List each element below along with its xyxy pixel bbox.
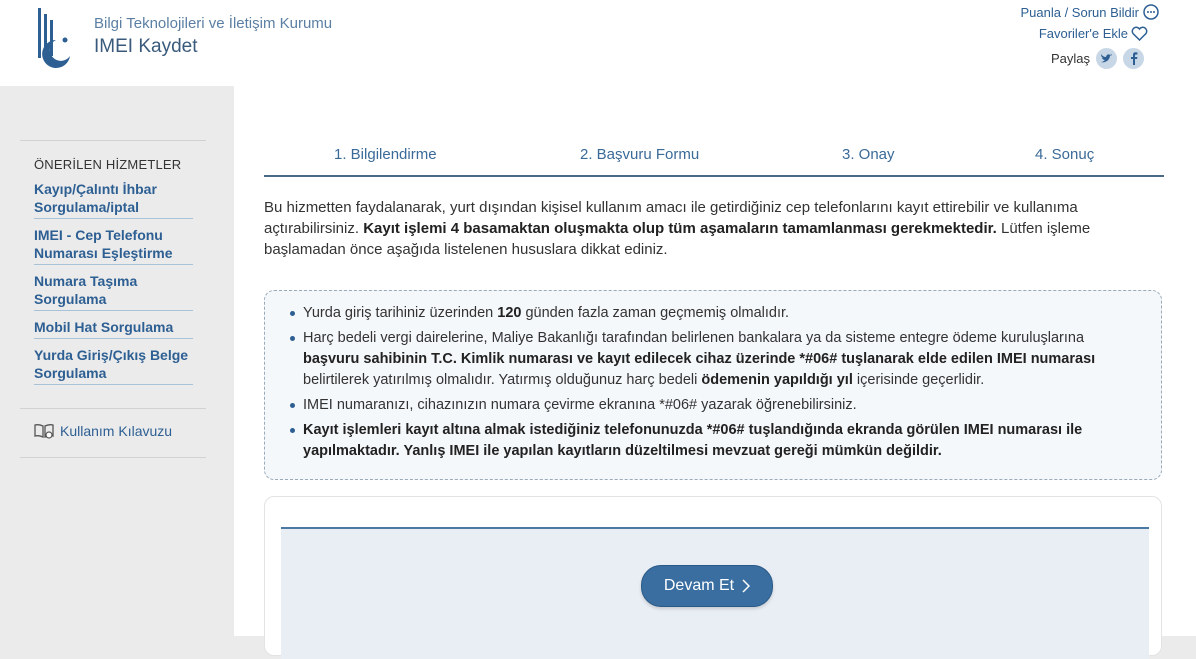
- notice-bold-text: başvuru sahibinin T.C. Kimlik numarası ve kayıt edilecek cihaz üzerinde *#06# tuşlanarak elde edilen IMEI numarası: [303, 351, 1096, 367]
- notice-box: [264, 290, 1162, 480]
- intro-text: Lütfen işleme başlamadan önce aşağıda listelenen hususlara dikkat ediniz.: [264, 220, 1091, 258]
- user-guide-link[interactable]: [34, 423, 172, 439]
- sidebar: [0, 86, 234, 636]
- main-content: [234, 86, 1196, 636]
- suggested-services-list: [34, 179, 193, 391]
- chevron-right-icon: [742, 579, 750, 593]
- list-item: [303, 303, 1121, 324]
- list-item: [303, 328, 1121, 391]
- chat-bubble-icon: [1142, 3, 1160, 21]
- intro-bold-text: Kayıt işlemi 4 basamaktan oluşmakta olup tüm aşamaların tamamlanması gerekmektedir.: [363, 220, 997, 237]
- notice-bold-text: Kayıt işlemleri kayıt altına almak istediğiniz telefonunuzda *#06# tuşlandığında ekranda görülen IMEI numarası ile yapılmaktadır. Yanlış IMEI ile yapılan kayıtların düzeltilmesi mevzuat gereği mümkün değildir.: [303, 422, 1083, 459]
- sidebar-item-lost-stolen[interactable]: Kayıp/Çalıntı İhbar Sorgulama/iptal: [34, 179, 193, 219]
- facebook-icon[interactable]: [1123, 48, 1144, 69]
- notice-list: [265, 291, 1161, 462]
- intro-text: Bu hizmetten faydalanarak, yurt dışından kişisel kullanım amacı ile getirdiğiniz cep telefonlarını kayıt ettirebilir ve kullanıma açtırabilirsiniz.: [264, 199, 1078, 237]
- rate-report-label: Puanla / Sorun Bildir: [1020, 4, 1139, 20]
- list-item: [303, 420, 1121, 462]
- rate-report-link[interactable]: [1020, 3, 1160, 21]
- intro-paragraph: [264, 197, 1144, 260]
- tab-information[interactable]: 1. Bilgilendirme: [334, 146, 437, 163]
- notice-text: Yurda giriş tarihiniz üzerinden: [303, 305, 498, 321]
- share-group: [1051, 48, 1144, 69]
- suggested-services-heading: ÖNERİLEN HİZMETLER: [34, 157, 182, 172]
- divider: [20, 457, 206, 458]
- step-tabs: [264, 144, 1164, 177]
- notice-text: Harç bedeli vergi dairelerine, Maliye Bakanlığı tarafından belirlenen bankalara ya da sisteme entegre ödeme kuruluşlarına: [303, 330, 1085, 346]
- sidebar-item-entry-exit[interactable]: Yurda Giriş/Çıkış Belge Sorgulama: [34, 345, 193, 385]
- notice-bold-text: 120: [497, 305, 522, 321]
- add-favorites-link[interactable]: [1039, 26, 1148, 41]
- divider: [20, 140, 206, 141]
- add-favorites-label: Favoriler'e Ekle: [1038, 26, 1128, 41]
- form-card: [264, 496, 1162, 656]
- notice-bold-text: ödemenin yapıldığı yıl: [701, 372, 853, 388]
- sidebar-item-number-porting[interactable]: Numara Taşıma Sorgulama: [34, 271, 193, 311]
- divider: [20, 408, 206, 409]
- page-header: [0, 0, 1196, 86]
- sidebar-item-imei-matching[interactable]: IMEI - Cep Telefonu Numarası Eşleştirme: [34, 225, 193, 265]
- notice-text: belirtilerek yatırılmış olmalıdır. Yatırmış olduğunuz harç bedeli: [303, 372, 702, 388]
- sidebar-item-mobile-line[interactable]: Mobil Hat Sorgulama: [34, 317, 193, 339]
- tab-result[interactable]: 4. Sonuç: [1035, 146, 1095, 163]
- share-label: Paylaş: [1050, 51, 1090, 66]
- btk-logo-icon[interactable]: [34, 6, 74, 68]
- tab-application-form[interactable]: 2. Başvuru Formu: [580, 146, 700, 163]
- twitter-icon[interactable]: [1096, 48, 1117, 69]
- tab-confirmation[interactable]: 3. Onay: [842, 146, 895, 163]
- book-icon: [34, 423, 54, 439]
- notice-text: günden fazla zaman geçmemiş olmalıdır.: [521, 305, 790, 321]
- list-item: [303, 395, 1121, 416]
- notice-text: IMEI numaranızı, cihazınızın numara çevirme ekranına *#06# yazarak öğrenebilirsiniz.: [303, 397, 857, 413]
- continue-button[interactable]: [641, 565, 773, 607]
- organization-name: Bilgi Teknolojileri ve İletişim Kurumu: [94, 15, 333, 32]
- continue-label: Devam Et: [663, 577, 735, 594]
- heart-icon: [1131, 26, 1148, 41]
- notice-text: içerisinde geçerlidir.: [852, 372, 985, 388]
- form-panel: [281, 527, 1149, 659]
- user-guide-label: Kullanım Kılavuzu: [60, 423, 173, 439]
- page-title: IMEI Kaydet: [94, 36, 198, 57]
